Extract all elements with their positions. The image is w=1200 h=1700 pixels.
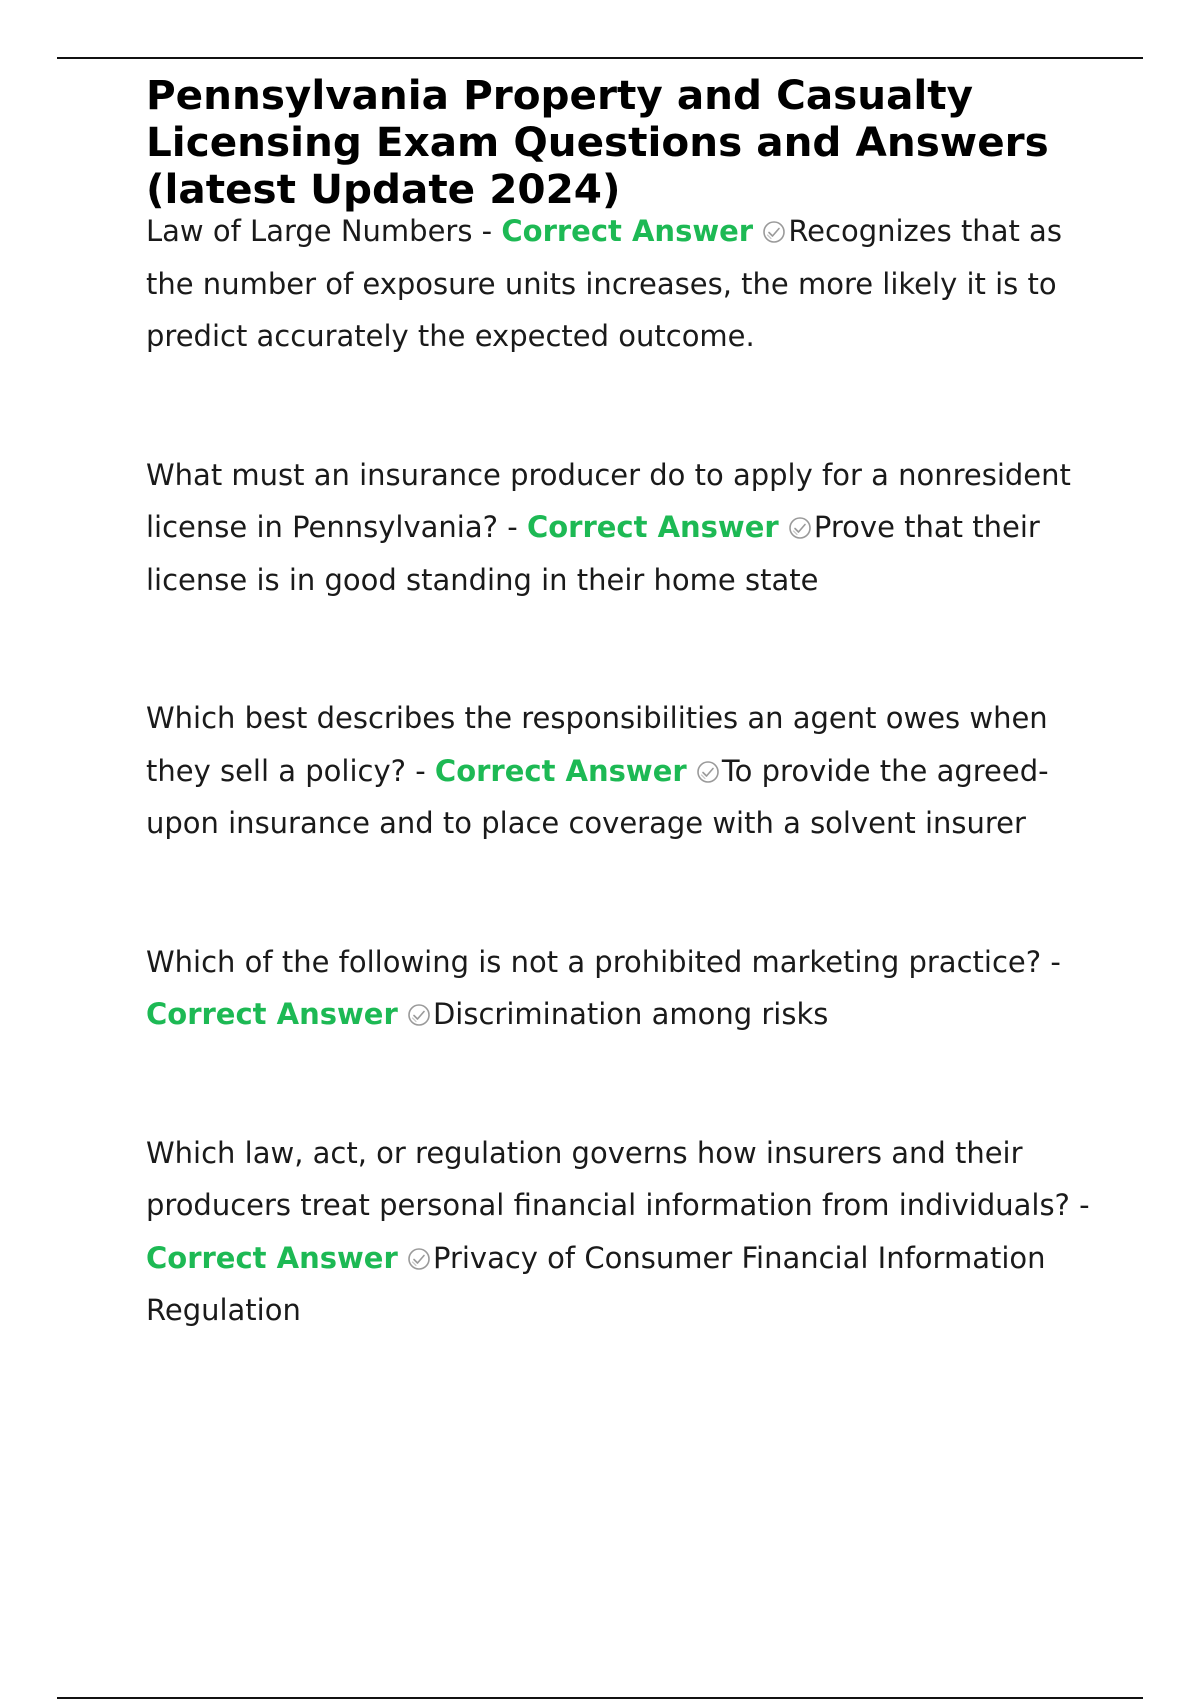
answer-text: To provide the agreed-upon insurance and to place coverage with a solvent insurer: [146, 753, 1049, 840]
separator: -: [1069, 1188, 1090, 1222]
qa-item: [146, 449, 1096, 607]
separator: -: [1041, 944, 1061, 979]
question-text: Which best describes the responsibilities an agent owes when they sell a policy?: [146, 701, 1048, 788]
check-circle-icon: [407, 1247, 431, 1271]
answer-text: Privacy of Consumer Financial Information Regulation: [146, 1240, 1046, 1327]
check-circle-icon: [788, 516, 812, 540]
question-text: Which law, act, or regulation governs how insurers and their producers treat personal financial information from individuals?: [146, 1135, 1070, 1222]
qa-item: [146, 936, 1096, 1041]
check-circle-icon: [696, 760, 720, 784]
separator: -: [406, 753, 435, 788]
question-text: What must an insurance producer do to apply for a nonresident license in Pennsylvania?: [146, 457, 1071, 544]
correct-answer-label: Correct Answer: [434, 753, 687, 788]
answer-text: Recognizes that as the number of exposure units increases, the more likely it is to predict accurately the expected outcome.: [146, 214, 1062, 353]
top-rule: [57, 57, 1143, 59]
check-circle-icon: [762, 220, 786, 244]
qa-item: [146, 1127, 1096, 1337]
correct-answer-label: Correct Answer: [146, 1240, 398, 1275]
separator: -: [472, 214, 502, 248]
correct-answer-label: Correct Answer: [526, 510, 779, 544]
question-text: Which of the following is not a prohibited marketing practice?: [146, 944, 1042, 979]
correct-answer-label: Correct Answer: [501, 214, 754, 248]
qa-item: [146, 692, 1096, 850]
answer-text: Discrimination among risks: [432, 997, 829, 1031]
separator: -: [498, 510, 527, 544]
check-circle-icon: [407, 1003, 431, 1027]
document-title: Pennsylvania Property and Casualty Licensing Exam Questions and Answers (latest Update 2024): [146, 71, 1049, 213]
bottom-rule: [57, 1697, 1143, 1699]
question-text: Law of Large Numbers: [146, 214, 473, 248]
qa-item: [146, 205, 1096, 363]
document-body: [146, 72, 1096, 1337]
correct-answer-label: Correct Answer: [146, 997, 398, 1031]
answer-text: Prove that their license is in good standing in their home state: [146, 510, 1040, 597]
